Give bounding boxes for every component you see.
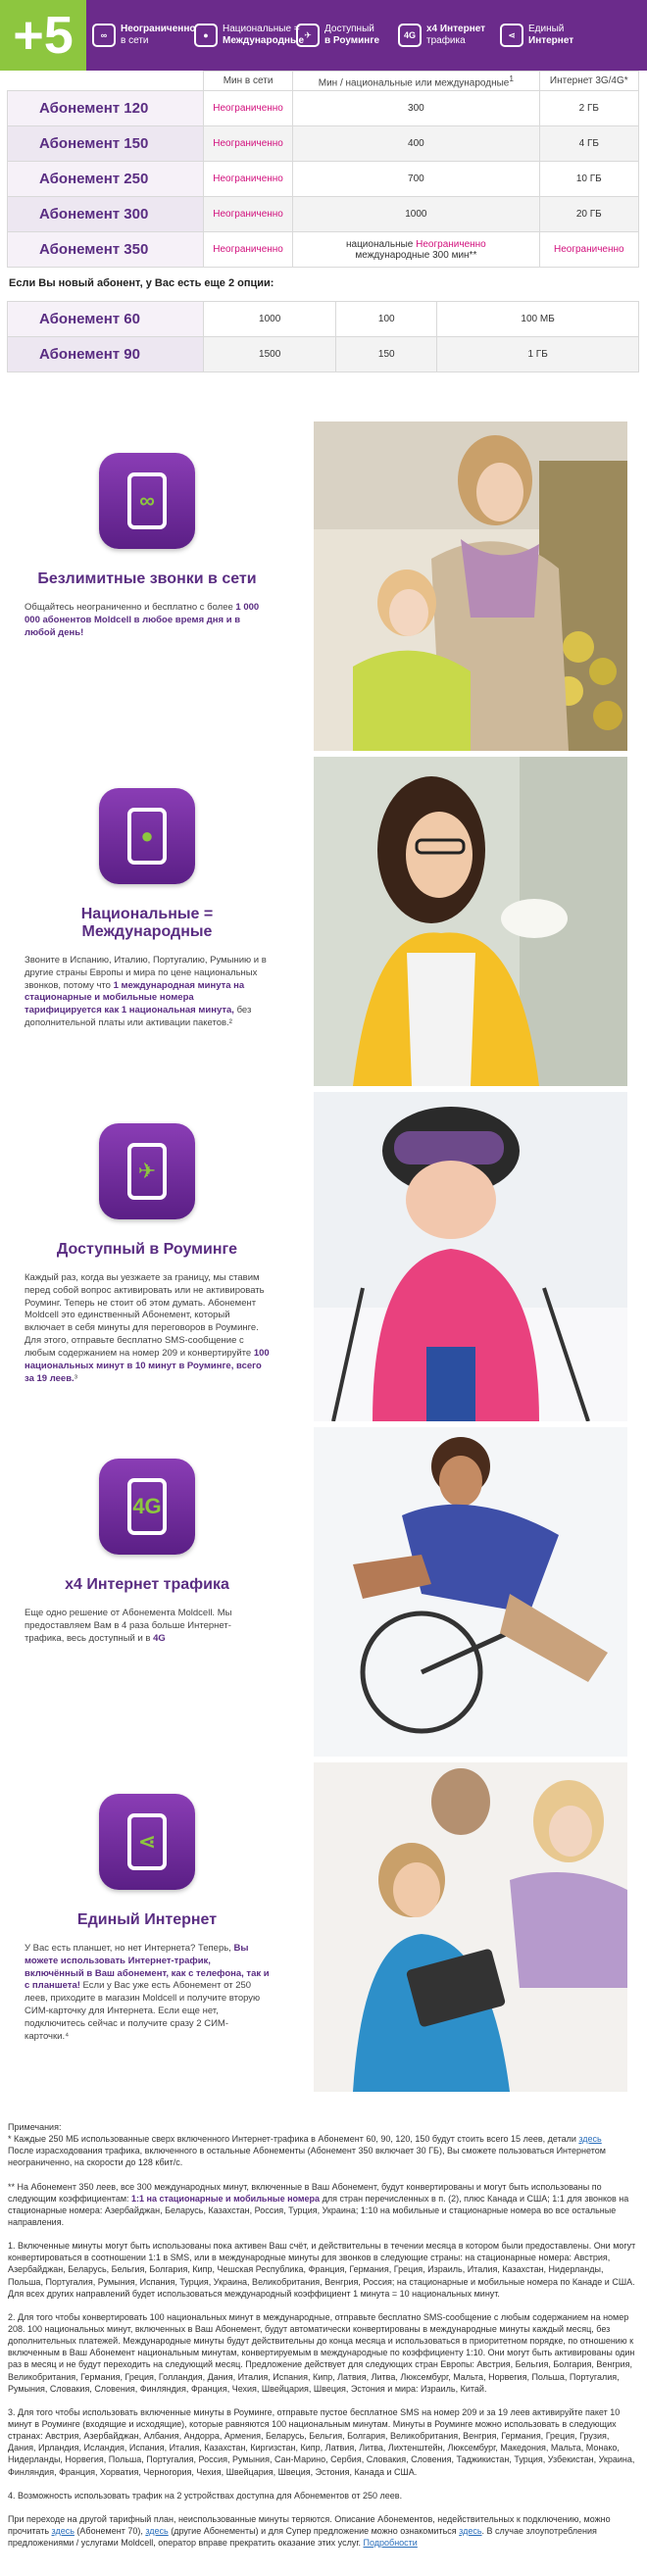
plan-national-minutes: 700 (293, 162, 539, 197)
photo-woman-phone (314, 757, 627, 1086)
header-feature-shared: ⋖ Единый Интернет (494, 0, 596, 71)
header-feature-4g: 4G x4 Интернет трафика (392, 0, 494, 71)
share-icon: ⋖ (500, 24, 523, 47)
plan-network-minutes: Неограниченно (204, 162, 293, 197)
feature-roaming (0, 1092, 647, 1421)
col-header-national: Мин / национальные или международные$^1$ (293, 72, 539, 91)
footnotes: Примечания: * Каждые 250 МБ использованные сверх включенного Интернет-трафика в Абонемент 60, 90, 120, 150 будут стоить всего 15 леев, детали здесь После израсходования трафика, включенного в остальные Абонементы (Абонемент 350 включает 30 ГБ), Вы сможете пользоваться Интернетом неограниченно, на скорости до 128 кбит/с. ** На Абонемент 350 леев, все 300 международных минут, включенные в Ваш Абонемент, будут конвертированы и могут быть использованы по следующим коэффициентам: 1:1 на стационарные и мобильные номера для стран перечисленных в п. (2), плюс Канада и США; 1:1 для звонков на стационарные номера: Азербайджан, Беларусь, Казахстан, Россия, Турция, Украина; 1:10 на мобильные и стационарные номера во все остальные направления. 1. Включенные минуты могут быть использованы пока активен Ваш счёт, и действительны в течении месяца в котором были предоставлены. Они могут конвертироваться в соотношении 1:1 в SMS, или в международные минуты для звонков в следующие страны: на стационарные номера: Австрия, Азербайджан, Беларусь, Бельгия, Болгария, Кипр, Чешская Республика, Франция, Германия, Греция, Израиль, Италия, Казахстан, Нидерланды, Польша, Португалия, Румыния, Испания, Турция, Украина, Великобритания, Венгрия, Россия; на стационарные и мобильные номера по Канаде и США. Для всех других направлений будет использоваться международный коэффициент 1 минута = 10 национальных минут. 2. Для того чтобы конвертировать 100 национальных минут в международные, отправьте бесплатно SMS-сообщение с любым содержанием на номер 208. 100 национальных минут, включенных в Ваш Абонемент, будут автоматически конвертированы в международные минуты каждый месяц, без дополнительных платежей. Международные минуты будут действительны до конца месяца и использоваться в приоритетном порядке, по отношению к включенным в Ваш Абонемент национальным минутам, конвертируемым в международные по коэффициенту 1:10. Они могут быть активированы один раз в месяц и не будут переходить на следующий месяц. Предложение действует для следующих стран Европы: Австрия, Бельгия, Болгария, Венгрия, Великобритания, Германия, Греция, Голландия, Дания, Италия, Испания, Кипр, Латвия, Литва, Люксембург, Мальта, Норвегия, Польша, Португалия, Румыния, Словакия, Словения, Финляндия, Франция, Чехия, Швейцария, Швеция, Эстония и мира: Израиль, Китай. 3. Для того чтобы использовать включенные минуты в Роуминге, отправьте пустое бесплатное SMS на номер 209 и за 19 леев активируйте пакет 10 минут в Роуминге (входящие и исходящие), которые равняются 100 национальным минутам. Минуты в Роуминге можно использовать в следующих странах: Австрия, Азербайджан, Албания, Андорра, Армения, Беларусь, Бельгия, Болгария, Великобритания, Венгрия, Германия, Греция, Грузия, Дания, Ирландия, Исландия, Испания, Италия, Казахстан, Киргизстан, Кипр, Латвия, Литва, Лихтенштейн, Люксембург, Македония, Мальта, Монако, Нидерланды, Норвегия, Польша, Португалия, Россия, Румыния, Сан-Марино, Сербия, Словакия, Словения, Таджикистан, Турция, Узбекистан, Украина, Финляндия, Франция, Хорватия, Черногория, Чехия, Швейцария, Швеция, Эстония, Канада и США. 4. Возможность использовать трафик на 2 устройствах доступна для Абонементов от 250 леев. При переходе на другой тарифный план, неиспользованные минуты теряются. Описание Абонементов, недействительных к подключению, можно прочитать здесь (Абонемент 70), здесь (другие Абонементы) и для Супер предложение можно ознакомиться здесь. В случае злоупотребления предложениями / услугами Moldcell, оператор вправе прекратить оказание этих услуг. Подробности (8, 2122, 636, 2549)
globe-icon: ● (194, 24, 218, 47)
table-row (8, 197, 639, 232)
super-offer-link[interactable]: здесь (459, 2525, 482, 2536)
plan-name: Абонемент 120 (8, 91, 204, 126)
header-feature-roaming: ✈ Доступный в Роуминге (290, 0, 392, 71)
table-row (8, 126, 639, 162)
plan-national-minutes: 1000 (293, 197, 539, 232)
plan-name: Абонемент 150 (8, 126, 204, 162)
feature-shared-internet (0, 1762, 647, 2092)
section-title: x4 Интернет трафика (65, 1576, 229, 1593)
header-feature-national: ● Национальные = Международные (188, 0, 290, 71)
table-row (8, 232, 639, 268)
section-text: Звоните в Испанию, Италию, Португалию, Румынию и в другие страны Европы и мира по цене национальных звонков, потому что 1 международная минута на стационарные и мобильные номера тарифицируется как 1 национальная минута, без дополнительной платы или активации пакетов.² (25, 955, 267, 1029)
plan-internet: 100 МБ (437, 302, 639, 337)
logo-text: +5 (13, 6, 74, 65)
plan-network-minutes: Неограниченно (204, 91, 293, 126)
plan-network-minutes: Неограниченно (204, 232, 293, 268)
plan-internet: 4 ГБ (539, 126, 638, 162)
other-plans-link[interactable]: здесь (145, 2525, 169, 2536)
plan-internet: Неограниченно (539, 232, 638, 268)
section-text: Еще одно решение от Абонемента Moldcell. Мы предоставляем Вам в 4 раза больше Интернет-трафика, весь доступный и в 4G (25, 1608, 232, 1644)
details-link[interactable]: здесь (578, 2134, 602, 2145)
section-title: Доступный в Роуминге (56, 1241, 238, 1258)
more-details-link[interactable]: Подробности (363, 2538, 418, 2549)
4g-icon: 4G (99, 1459, 195, 1555)
logo (0, 0, 86, 71)
feature-national (0, 757, 647, 1086)
plan-name: Абонемент 90 (8, 337, 204, 372)
table-header-row (8, 72, 639, 91)
section-text: Общайтесь неограниченно и бесплатно с более 1 000 000 абонентов Moldcell в любое время дня и в любой день! (25, 602, 260, 638)
new-subscriber-table (7, 301, 639, 372)
feature-unlimited (0, 421, 647, 751)
plan-national-minutes: национальные Неограниченно международные 300 мин** (293, 232, 539, 268)
photo-kids-tablet (314, 1762, 627, 2092)
col-header-network: Мин в сети (204, 72, 293, 91)
photo-skier-child (314, 1092, 627, 1421)
header-feature-unlimited: ∞ Неограниченно в сети (86, 0, 188, 71)
plan-name: Абонемент 60 (8, 302, 204, 337)
table-row (8, 91, 639, 126)
subscriptions-table (7, 71, 639, 268)
plan-network-minutes: 1000 (204, 302, 336, 337)
table-row (8, 162, 639, 197)
plane-icon: ✈ (296, 24, 320, 47)
plan-national-minutes: 300 (293, 91, 539, 126)
plan70-link[interactable]: здесь (51, 2525, 75, 2536)
plan-national-minutes: 150 (336, 337, 437, 372)
feature-4g (0, 1427, 647, 1757)
plan-name: Абонемент 350 (8, 232, 204, 268)
4g-icon: 4G (398, 24, 422, 47)
share-icon: ⋖ (99, 1794, 195, 1890)
plan-internet: 2 ГБ (539, 91, 638, 126)
plane-icon: ✈ (99, 1123, 195, 1219)
plan-name: Абонемент 300 (8, 197, 204, 232)
table-row (8, 337, 639, 372)
header-banner (0, 0, 647, 71)
section-title: Единый Интернет (76, 1911, 218, 1928)
plan-national-minutes: 100 (336, 302, 437, 337)
section-text: У Вас есть планшет, но нет Интернета? Теперь, Вы можете использовать Интернет-трафик, включённый в Ваш абонемент, как с телефона, так и с планшета! Если у Вас уже есть Абонемент от 250 леев, приходите в магазин Moldcell и получите вторую СИМ-карточку для Интернета. Если еще нет, подключитесь сейчас и получите сразу 2 СИМ-карточки.⁴ (25, 1943, 270, 2042)
plan-internet: 10 ГБ (539, 162, 638, 197)
section-title: Национальные = Международные (80, 906, 214, 940)
section-title: Безлимитные звонки в сети (37, 570, 257, 587)
plan-name: Абонемент 250 (8, 162, 204, 197)
photo-bmx-rider (314, 1427, 627, 1757)
plan-internet: 1 ГБ (437, 337, 639, 372)
plan-internet: 20 ГБ (539, 197, 638, 232)
infinity-icon: ∞ (99, 453, 195, 549)
photo-family (314, 421, 627, 751)
col-header-internet: Интернет 3G/4G* (539, 72, 638, 91)
table-row (8, 302, 639, 337)
globe-icon: ● (99, 788, 195, 884)
section-text: Каждый раз, когда вы уезжаете за границу, мы ставим перед собой вопрос активировать или не активировать Роуминг. Теперь не стоит об этом думать. Абонемент Moldcell это единственный Абонемент, который включает в себя минуты для переговоров в Роуминге. Для этого, отправьте бесплатно SMS-сообщение с любым содержанием на номер 209 и конвертируйте 100 национальных минут в 10 минут в Роуминге, всего за 19 леев.³ (25, 1272, 270, 1384)
plan-national-minutes: 400 (293, 126, 539, 162)
plan-network-minutes: 1500 (204, 337, 336, 372)
new-subscriber-note: Если Вы новый абонент, у Вас есть еще 2 опции: (9, 277, 274, 289)
plan-network-minutes: Неограниченно (204, 126, 293, 162)
plan-network-minutes: Неограниченно (204, 197, 293, 232)
infinity-icon: ∞ (92, 24, 116, 47)
